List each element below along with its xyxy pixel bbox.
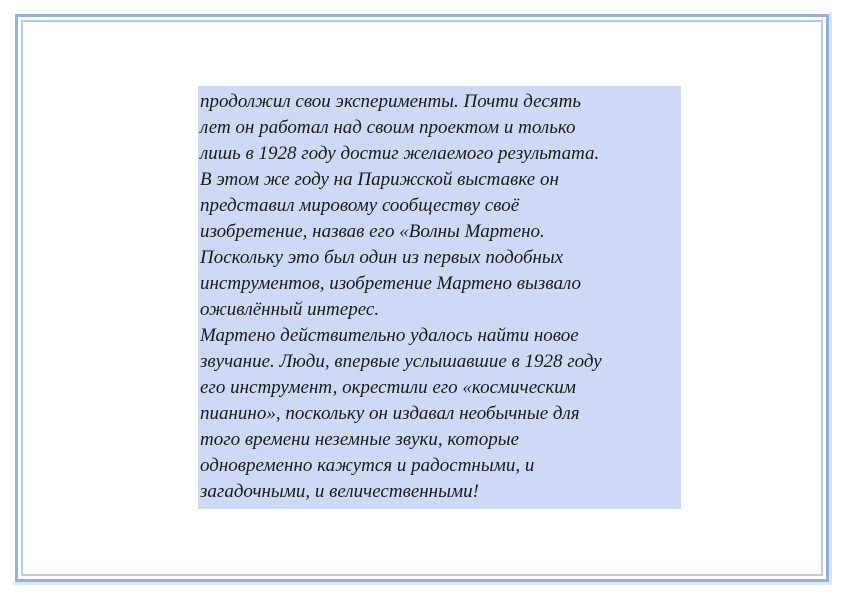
text-line: В этом же году на Парижской выставке он: [200, 169, 559, 190]
frame-shadow-right: [829, 12, 832, 584]
frame-shadow-bottom: [13, 582, 832, 585]
text-line: представил мировому сообществу своё: [200, 195, 520, 216]
text-line: изобретение, назвав его «Волны Мартено.: [200, 221, 545, 242]
text-line: Мартено действительно удалось найти новое: [200, 325, 579, 346]
text-line: одновременно кажутся и радостными, и: [200, 455, 535, 476]
text-line: лет он работал над своим проектом и только: [200, 117, 576, 138]
text-line: инструментов, изобретение Мартено вызвало: [200, 273, 581, 294]
text-line: лишь в 1928 году достиг желаемого результата.: [200, 143, 600, 164]
text-line: продолжил свои эксперименты. Почти десять: [200, 91, 581, 112]
text-line: его инструмент, окрестили его «космическим: [200, 377, 576, 398]
text-line: звучание. Люди, впервые услышавшие в 1928 году: [200, 351, 602, 372]
text-line: Поскольку это был один из первых подобных: [200, 247, 564, 268]
text-line: пианино», поскольку он издавал необычные для: [200, 403, 580, 424]
text-line: загадочными, и величественными!: [200, 481, 479, 502]
text-line: того времени неземные звуки, которые: [200, 429, 520, 450]
text-line: оживлённый интерес.: [200, 299, 380, 320]
slide-text-box: [198, 86, 681, 509]
